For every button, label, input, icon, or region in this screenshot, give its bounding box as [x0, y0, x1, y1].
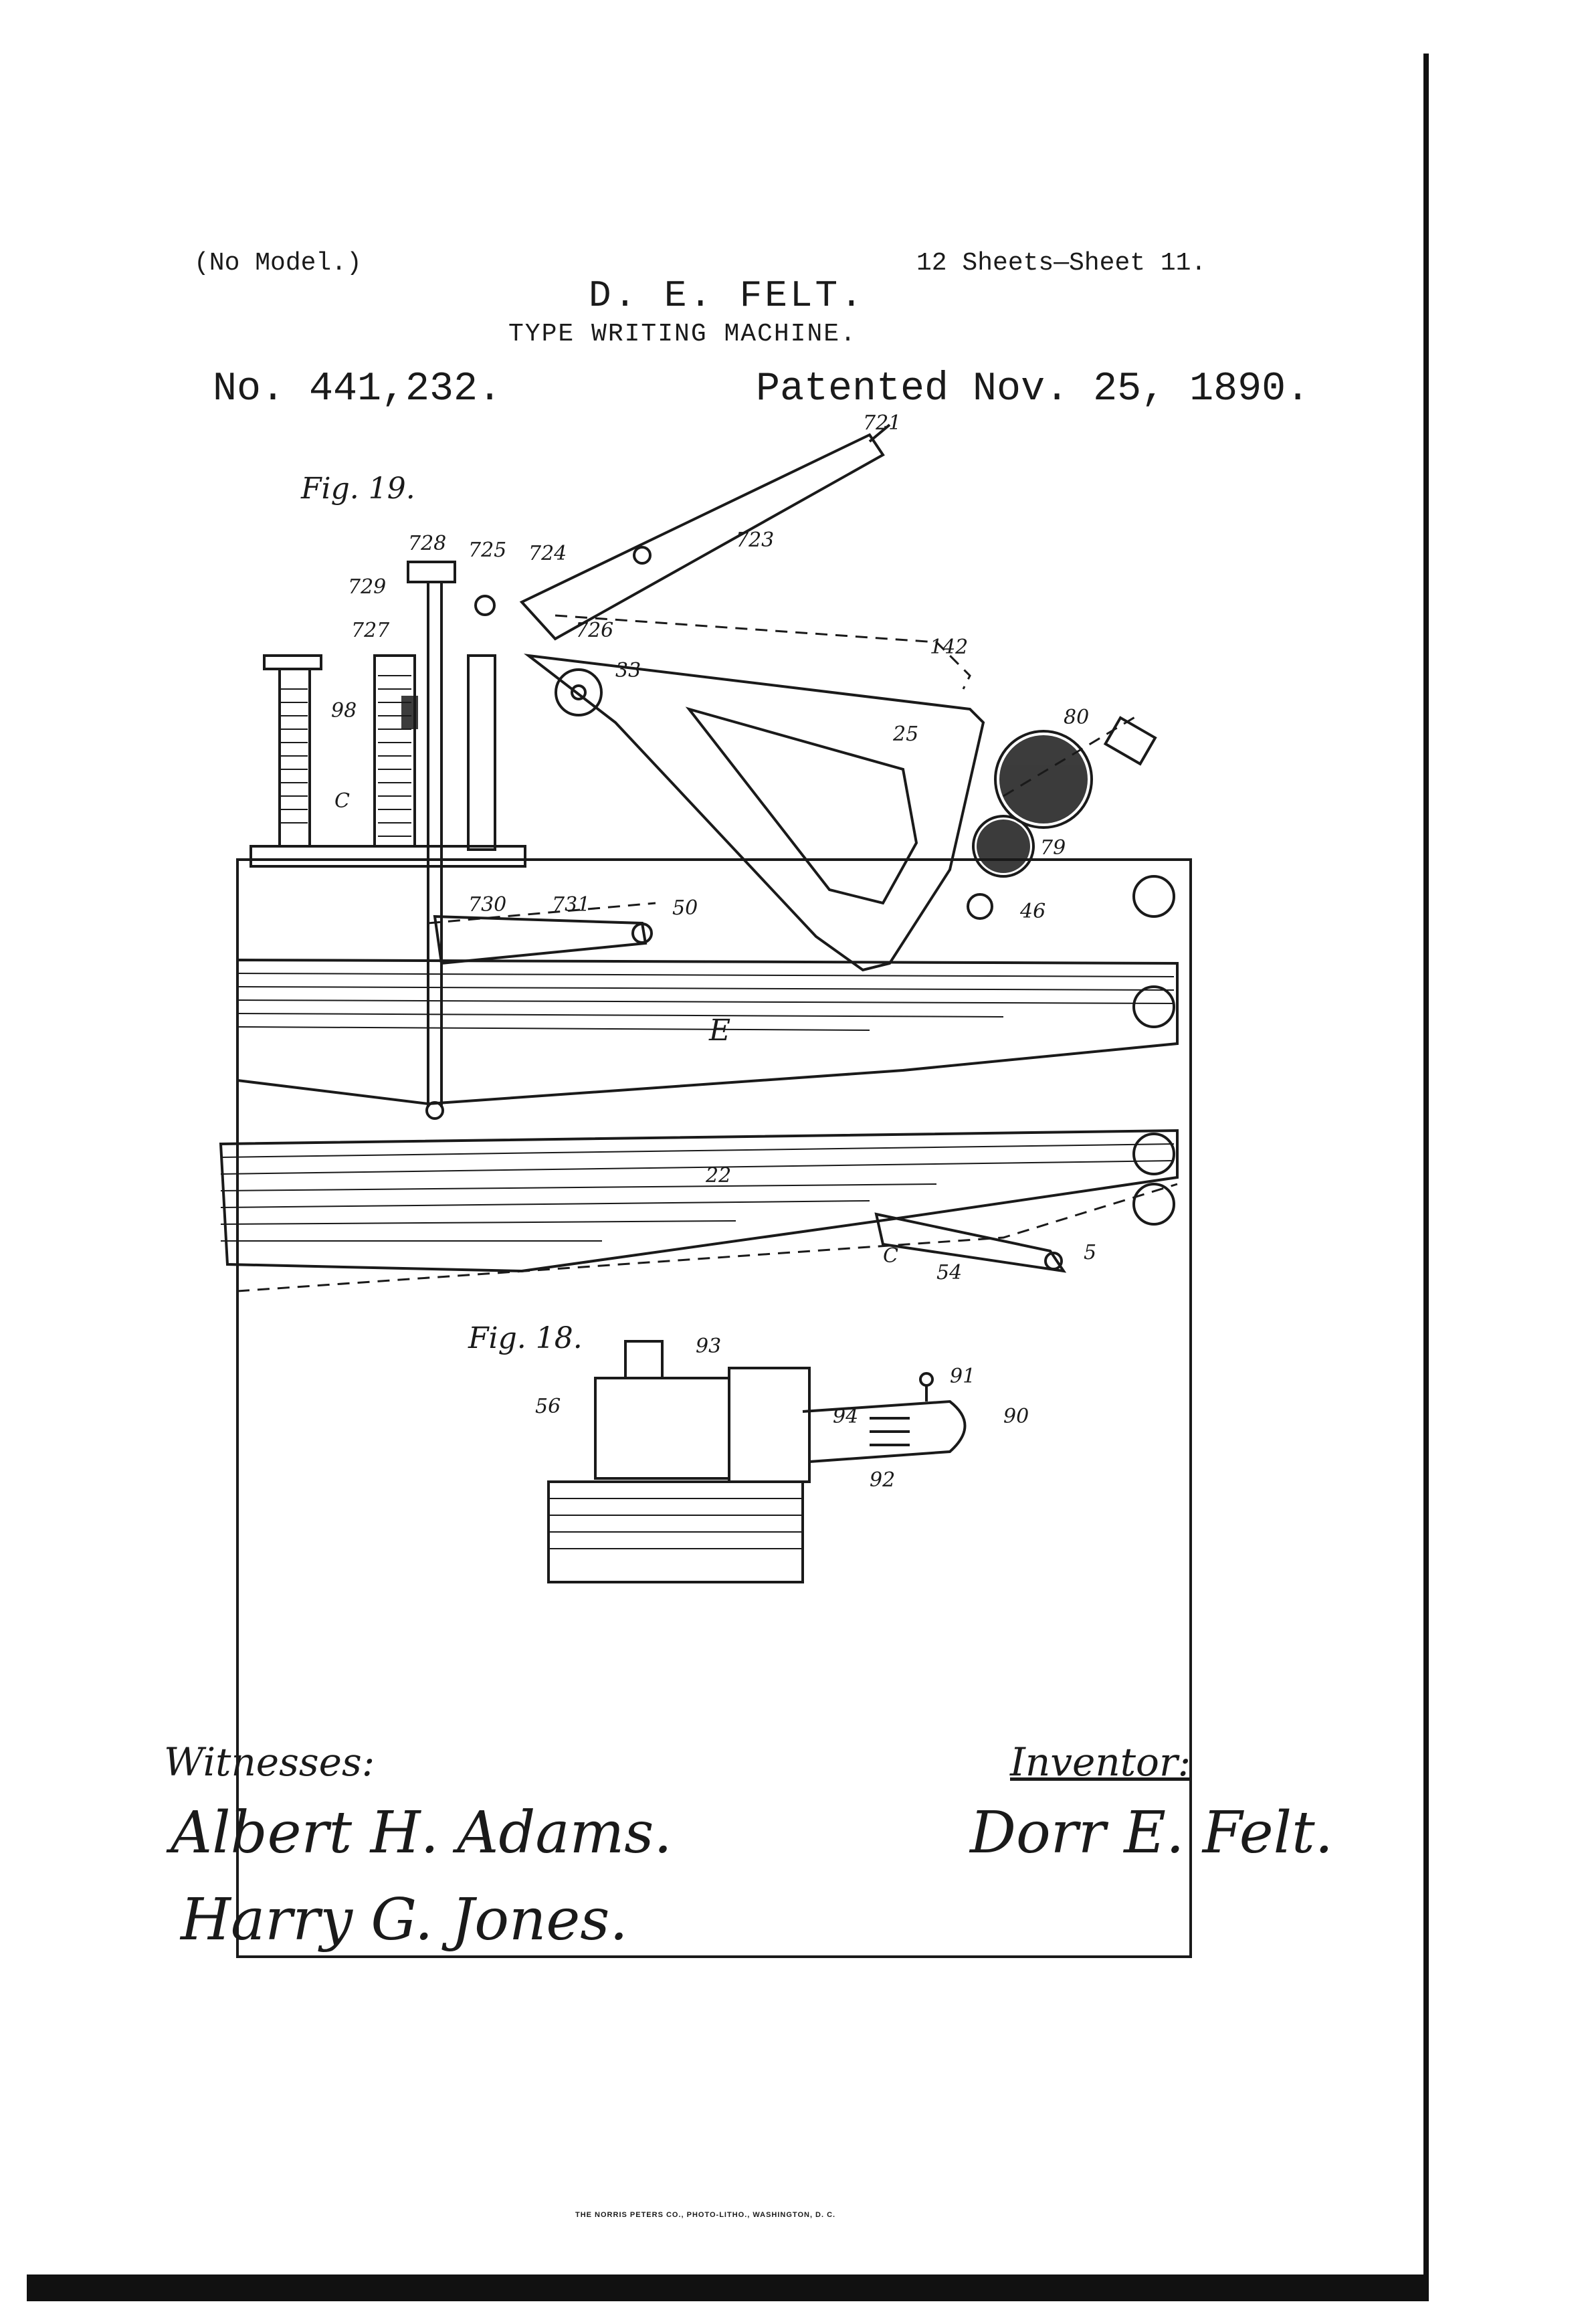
- ref-label: C: [883, 1244, 898, 1268]
- ref-label: 98: [331, 699, 357, 722]
- ref-label: 726: [575, 619, 614, 642]
- fig19-label: Fig. 19.: [301, 472, 415, 506]
- ref-label: 731: [552, 893, 591, 916]
- bar-22: [221, 1131, 1177, 1271]
- ref-label: 721: [863, 411, 902, 435]
- ref-label: 90: [1003, 1405, 1029, 1428]
- ref-label: 50: [672, 896, 698, 920]
- sheet-number: 12 Sheets—Sheet 11.: [916, 249, 1207, 278]
- no-model-note: (No Model.): [194, 249, 362, 278]
- key-lever-723: [522, 435, 883, 639]
- patent-title: TYPE WRITING MACHINE.: [508, 320, 857, 349]
- ref-label: 56: [535, 1395, 561, 1418]
- link-731: [435, 916, 645, 963]
- ref-label: 92: [870, 1468, 896, 1492]
- ref-label: 91: [950, 1365, 976, 1388]
- knob-93: [625, 1341, 662, 1378]
- ref-label: 79: [1040, 836, 1066, 860]
- pivot-33: [556, 670, 601, 715]
- scan-border-right: [1423, 54, 1429, 2274]
- ref-label: 33: [615, 659, 641, 682]
- bolt: [1134, 1134, 1174, 1174]
- patent-date: Patented Nov. 25, 1890.: [756, 367, 1310, 412]
- ref-label: 5: [1084, 1241, 1097, 1264]
- ref-label: 25: [893, 722, 919, 746]
- inventor-signature: Dorr E. Felt.: [970, 1800, 1334, 1866]
- ref-label: 46: [1020, 900, 1046, 923]
- ref-label: 724: [528, 542, 567, 565]
- scan-border-bottom: [27, 2274, 1429, 2301]
- ref-label: 80: [1064, 706, 1090, 729]
- ref-label: 22: [706, 1164, 732, 1187]
- spool-56: [595, 1378, 729, 1478]
- knob-728: [408, 562, 455, 582]
- printer-credit: THE NORRIS PETERS CO., PHOTO-LITHO., WASHINGTON, D. C.: [575, 2211, 836, 2219]
- ref-label: 729: [348, 575, 387, 599]
- ref-label: 142: [930, 636, 969, 659]
- ref-label: 725: [468, 539, 507, 562]
- lever-54: [876, 1214, 1064, 1271]
- ref-label: C: [334, 789, 350, 813]
- ref-label: 93: [696, 1335, 722, 1358]
- spring-c: [280, 669, 310, 846]
- lever-e: [237, 960, 1177, 1104]
- ref-label: 727: [351, 619, 390, 642]
- pivot-725: [476, 596, 494, 615]
- ref-label: 728: [408, 532, 447, 555]
- fig18-label: Fig. 18.: [468, 1321, 583, 1355]
- bolt: [1134, 1184, 1174, 1224]
- witnesses-label: Witnesses:: [164, 1739, 375, 1785]
- ref-label: 730: [468, 893, 507, 916]
- roller-46: [968, 894, 992, 918]
- ref-label: 94: [833, 1405, 859, 1428]
- spool-93: [729, 1368, 809, 1482]
- witness-signature: Harry G. Jones.: [181, 1886, 628, 1953]
- bolt: [1134, 987, 1174, 1027]
- ref-label: E: [709, 1013, 731, 1048]
- ref-label: 723: [736, 528, 775, 552]
- bolt: [1134, 876, 1174, 916]
- inventor-label: Inventor:: [1010, 1739, 1191, 1785]
- witness-signature: Albert H. Adams.: [171, 1800, 672, 1866]
- inventor-name: D. E. FELT.: [589, 274, 866, 317]
- ref-label: 54: [936, 1261, 963, 1284]
- patent-number: No. 441,232.: [213, 367, 502, 412]
